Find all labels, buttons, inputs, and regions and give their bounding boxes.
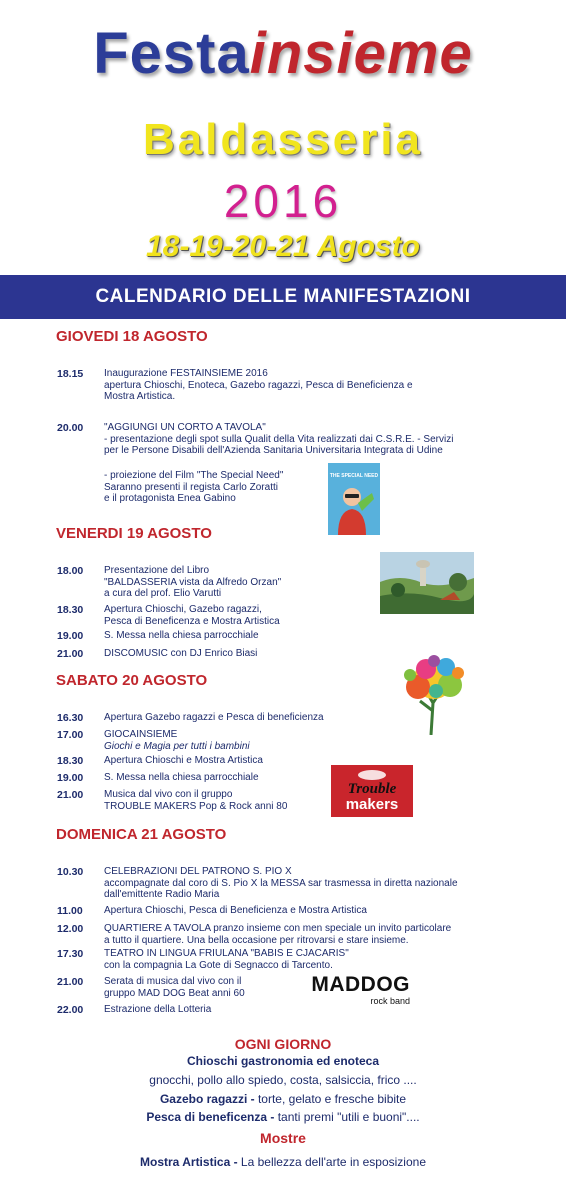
event-time: 18.30: [57, 755, 84, 767]
event-time: 21.00: [57, 789, 84, 801]
ogni-giorno-title: OGNI GIORNO: [234, 1036, 332, 1052]
event-description: Inaugurazione FESTAINSIEME 2016 apertura Chioschi, Enoteca, Gazebo ragazzi, Pesca di Beneficienza e Mostra Artistica.: [104, 368, 413, 402]
event-time: 21.00: [57, 976, 84, 988]
event-time: 18.15: [57, 368, 84, 380]
event-description: TEATRO IN LINGUA FRIULANA "BABIS E CJACARIS" con la compagnia La Gote di Segnacco di Tarcento.: [104, 948, 349, 971]
event-time: 12.00: [57, 923, 84, 935]
festival-dates: 18-19-20-21 Agosto: [146, 230, 420, 263]
baldasseria-painting-image: [380, 552, 474, 614]
event-time: 20.00: [57, 422, 84, 434]
event-description: Serata di musica dal vivo con il gruppo MAD DOG Beat anni 60: [104, 976, 245, 999]
event-time: 19.00: [57, 630, 84, 642]
svg-text:makers: makers: [345, 796, 399, 813]
chioschi-line: Chioschi gastronomia ed enoteca: [186, 1054, 380, 1068]
event-description: Estrazione della Lotteria: [104, 1004, 212, 1015]
day-title-friday: VENERDI 19 AGOSTO: [56, 525, 212, 542]
day-title-thursday: GIOVEDI 18 AGOSTO: [56, 328, 208, 345]
event-time: 10.30: [57, 866, 84, 878]
day-title-sunday: DOMENICA 21 AGOSTO: [56, 826, 227, 843]
title-part-insieme: insieme: [249, 21, 473, 86]
mostre-title: Mostre: [260, 1130, 306, 1146]
menu-line: gnocchi, pollo allo spiedo, costa, salsiccia, frico ....: [149, 1073, 417, 1087]
colorful-tree-image: [396, 653, 472, 735]
special-need-film-poster: [328, 463, 380, 535]
festa-insieme-title: [0, 21, 566, 86]
event-description: GIOCAINSIEME Giochi e Magia per tutti i bambini: [104, 729, 250, 752]
event-time: 18.00: [57, 565, 84, 577]
event-description: "AGGIUNGI UN CORTO A TAVOLA" - presentazione degli spot sulla Qualit della Vita realizzati dai C.S.R.E. - Servizi per le Persone Disabili dell'Azienda Sanitaria Universitaria Integrata di Udine: [104, 422, 454, 456]
pesca-line: Pesca di beneficenza - tanti premi "utili e buoni"....: [146, 1110, 420, 1124]
event-description: DISCOMUSIC con DJ Enrico Biasi: [104, 648, 258, 659]
year-title: 2016: [223, 175, 343, 227]
title-part-festa: Festa: [93, 21, 250, 86]
day-title-saturday: SABATO 20 AGOSTO: [56, 672, 208, 689]
event-time: 17.30: [57, 948, 84, 960]
calendar-banner: CALENDARIO DELLE MANIFESTAZIONI: [0, 275, 566, 319]
event-time: 19.00: [57, 772, 84, 784]
event-description: Apertura Chioschi, Pesca di Beneficienza e Mostra Artistica: [104, 905, 367, 916]
svg-text:Trouble: Trouble: [347, 781, 397, 797]
event-time: 11.00: [57, 905, 83, 917]
event-description: Apertura Chioschi, Gazebo ragazzi, Pesca di Beneficenza e Mostra Artistica: [104, 604, 280, 627]
event-description: S. Messa nella chiesa parrocchiale: [104, 630, 259, 641]
trouble-makers-logo: [331, 765, 413, 817]
mostra-line: Mostra Artistica - La bellezza dell'arte in esposizione: [140, 1155, 426, 1169]
event-description: Musica dal vivo con il gruppo TROUBLE MAKERS Pop & Rock anni 80: [104, 789, 288, 812]
event-description: - proiezione del Film "The Special Need" Saranno presenti il regista Carlo Zoratti e il protagonista Enea Gabino: [104, 470, 284, 504]
event-description: Apertura Gazebo ragazzi e Pesca di beneficienza: [104, 712, 324, 723]
event-description: Apertura Chioschi e Mostra Artistica: [104, 755, 263, 766]
event-time: 18.30: [57, 604, 84, 616]
event-time: 17.00: [57, 729, 84, 741]
event-time: 21.00: [57, 648, 84, 660]
svg-text:THE SPECIAL NEED: THE SPECIAL NEED: [329, 473, 379, 479]
event-description: Presentazione del Libro "BALDASSERIA vista da Alfredo Orzan" a cura del prof. Elio Varutti: [104, 565, 282, 599]
event-description: S. Messa nella chiesa parrocchiale: [104, 772, 259, 783]
gazebo-line: Gazebo ragazzi - torte, gelato e fresche bibite: [159, 1092, 407, 1106]
event-description: CELEBRAZIONI DEL PATRONO S. PIO X accompagnate dal coro di S. Pio X la MESSA sar trasmessa in diretta nazionale dall'emittente Radio Maria: [104, 866, 458, 900]
baldasseria-subtitle: Baldasseria: [142, 115, 424, 164]
event-description: QUARTIERE A TAVOLA pranzo insieme con men speciale un invito particolare a tutto il quartiere. Una bella occasione per ritrovarsi e stare insieme.: [104, 923, 452, 946]
mad-dog-logo: MADDOG rock band: [311, 973, 410, 1006]
event-time: 22.00: [57, 1004, 84, 1016]
event-time: 16.30: [57, 712, 84, 724]
